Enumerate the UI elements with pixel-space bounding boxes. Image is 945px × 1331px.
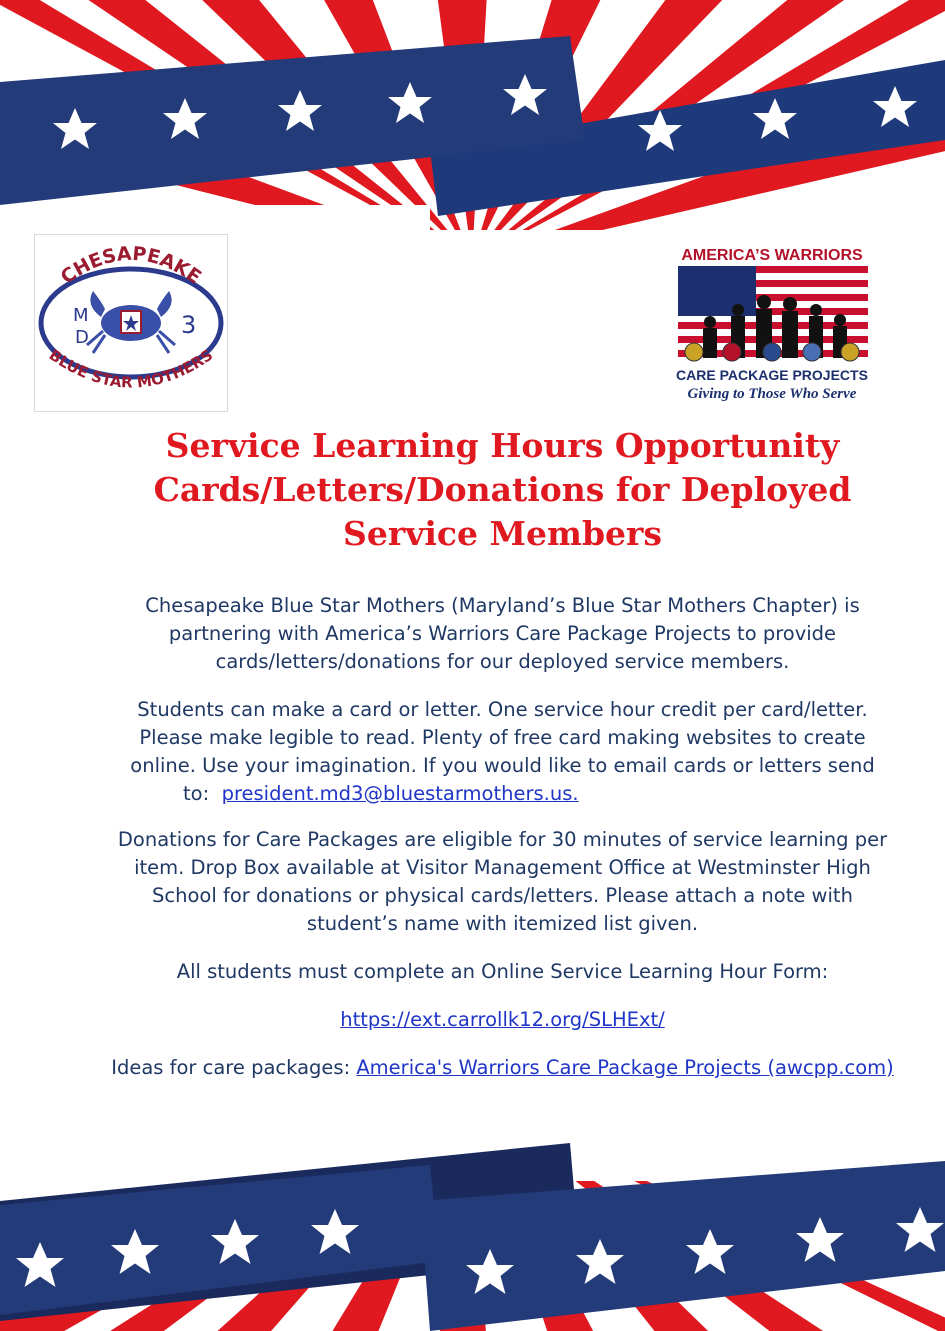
students-paragraph (105, 696, 900, 808)
bottom-patriotic-banner (0, 1141, 945, 1331)
ideas-prefix: Ideas for care packages: (111, 1056, 351, 1079)
students-text: Students can make a card or letter. One service hour credit per card/letter. Please make legible to read. Plenty of free card making websites to create online. Use your imagination. If you would like to email cards or letters send (130, 698, 875, 777)
email-link[interactable]: president.md3@bluestarmothers.us. (221, 782, 579, 805)
logo-right-middle-text: CARE PACKAGE PROJECTS (676, 367, 868, 383)
flyer-body (105, 592, 900, 1102)
form-link-paragraph (105, 1006, 900, 1034)
chesapeake-blue-star-mothers-logo (34, 234, 228, 412)
logo-left-letter-m: M (73, 305, 89, 326)
logo-left-bottom-text: BLUE STAR MOTHERS (45, 345, 217, 392)
form-notice: All students must complete an Online Service Learning Hour Form: (176, 960, 829, 983)
logo-left-top-text: CHESAPEAKE (56, 242, 206, 289)
logo-left-letter-d: D (75, 327, 89, 348)
email-line (105, 780, 900, 808)
logo-right-top-text: AMERICA’S WARRIORS (681, 247, 863, 264)
top-patriotic-banner (0, 0, 945, 230)
svg-text:CHESAPEAKE (57, 243, 205, 289)
intro-paragraph: Chesapeake Blue Star Mothers (Maryland’s Blue Star Mothers Chapter) is partnering with America’s Warriors Care Package Projects to provide cards/letters/donations for our deployed service members. (145, 594, 860, 673)
crab-icon (87, 291, 175, 353)
page-title (120, 424, 885, 556)
ideas-paragraph (105, 1054, 900, 1082)
title-line-3: Service Members (343, 514, 662, 553)
logo-left-number: 3 (181, 311, 197, 339)
service-learning-form-link[interactable]: https://ext.carrollk12.org/SLHExt/ (340, 1008, 665, 1031)
email-prefix: to: (183, 782, 210, 805)
svg-text:BLUE STAR MOTHERS (46, 346, 216, 392)
awcpp-link[interactable]: America's Warriors Care Package Projects (awcpp.com) (356, 1056, 894, 1079)
logo-right-tagline: Giving to Those Who Serve (687, 386, 857, 402)
donations-paragraph: Donations for Care Packages are eligible for 30 minutes of service learning per item. Drop Box available at Visitor Management Office at Westminster High School for donations or physical cards/letters. Please attach a note with student’s name with itemized list given. (117, 828, 888, 935)
title-line-1: Service Learning Hours Opportunity (165, 426, 840, 465)
title-line-2: Cards/Letters/Donations for Deployed (153, 470, 852, 509)
americas-warriors-logo (672, 240, 872, 405)
